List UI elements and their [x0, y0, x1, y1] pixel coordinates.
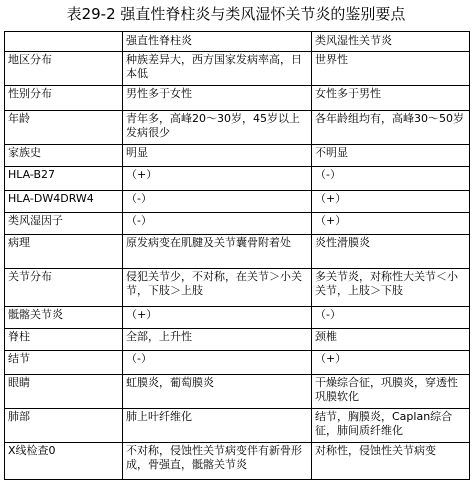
row-label: 年龄	[5, 110, 123, 144]
row-label: 家族史	[5, 145, 123, 167]
table-row	[5, 408, 470, 442]
row-label: 骶髂关节炎	[5, 306, 123, 328]
as-cell: 肺上叶纤维化	[123, 408, 312, 442]
ra-cell: （-）	[312, 167, 470, 190]
row-label: 结节	[5, 351, 123, 374]
header-cell-as: 强直性脊柱炎	[123, 32, 312, 52]
ra-cell: 世界性	[312, 52, 470, 86]
table-row	[5, 443, 470, 480]
ra-cell: 各年龄组均有，高峰30～50岁	[312, 110, 470, 144]
row-label: X线检查0	[5, 443, 123, 480]
table-row	[5, 269, 470, 307]
row-label: 病理	[5, 234, 123, 268]
ra-cell: （+）	[312, 190, 470, 212]
ra-cell: 颈椎	[312, 329, 470, 351]
ra-cell: （+）	[312, 351, 470, 374]
table-row	[5, 212, 470, 234]
as-cell: 青年多，高峰20～30岁，45岁以上发病很少	[123, 110, 312, 144]
ra-cell: 对称性，侵蚀性关节病变	[312, 443, 470, 480]
as-cell: 明显	[123, 145, 312, 167]
row-label: HLA-DW4DRW4	[5, 190, 123, 212]
row-label: 类风湿因子	[5, 212, 123, 234]
table-row	[5, 145, 470, 167]
as-cell: （+）	[123, 306, 312, 328]
table-row	[5, 374, 470, 408]
ra-cell: 结节，胸膜炎，Caplan综合征，肺间质纤维化	[312, 408, 470, 442]
ra-cell: （-）	[312, 306, 470, 328]
row-label: 地区分布	[5, 52, 123, 86]
table-row	[5, 329, 470, 351]
as-cell: 侵犯关节少，不对称，在关节＞小关节，下肢＞上肢	[123, 269, 312, 307]
as-cell: 原发病变在肌腱及关节囊骨附着处	[123, 234, 312, 268]
row-label: 眼睛	[5, 374, 123, 408]
comparison-table	[4, 31, 470, 480]
header-cell-feature	[5, 32, 123, 52]
row-label: 肺部	[5, 408, 123, 442]
as-cell: 不对称，侵蚀性关节病变伴有新骨形成，骨强直，骶髂关节炎	[123, 443, 312, 480]
as-cell: （-）	[123, 190, 312, 212]
as-cell: 全部，上升性	[123, 329, 312, 351]
table-row	[5, 351, 470, 374]
row-label: 关节分布	[5, 269, 123, 307]
as-cell: 男性多于女性	[123, 86, 312, 110]
row-label: 脊柱	[5, 329, 123, 351]
table-title: 表29-2 强直性脊柱炎与类风湿怀关节炎的鉴别要点	[66, 5, 406, 23]
as-cell: （-）	[123, 351, 312, 374]
as-cell: 种族差异大，西方国家发病率高，日本低	[123, 52, 312, 86]
header-cell-ra: 类风湿性关节炎	[312, 32, 470, 52]
ra-cell: 多关节炎，对称性大关节＜小关节，上肢＞下肢	[312, 269, 470, 307]
ra-cell: 不明显	[312, 145, 470, 167]
table-row	[5, 190, 470, 212]
row-label: 性别分布	[5, 86, 123, 110]
ra-cell: 炎性滑膜炎	[312, 234, 470, 268]
ra-cell: 干燥综合征，巩膜炎，穿透性巩膜软化	[312, 374, 470, 408]
table-row	[5, 234, 470, 268]
as-cell: （+）	[123, 167, 312, 190]
table-row	[5, 86, 470, 110]
row-label: HLA-B27	[5, 167, 123, 190]
table-row	[5, 52, 470, 86]
as-cell: 虹膜炎，葡萄膜炎	[123, 374, 312, 408]
table-row	[5, 306, 470, 328]
as-cell: （-）	[123, 212, 312, 234]
table-row	[5, 110, 470, 144]
table-row	[5, 167, 470, 190]
ra-cell: 女性多于男性	[312, 86, 470, 110]
ra-cell: （+）	[312, 212, 470, 234]
